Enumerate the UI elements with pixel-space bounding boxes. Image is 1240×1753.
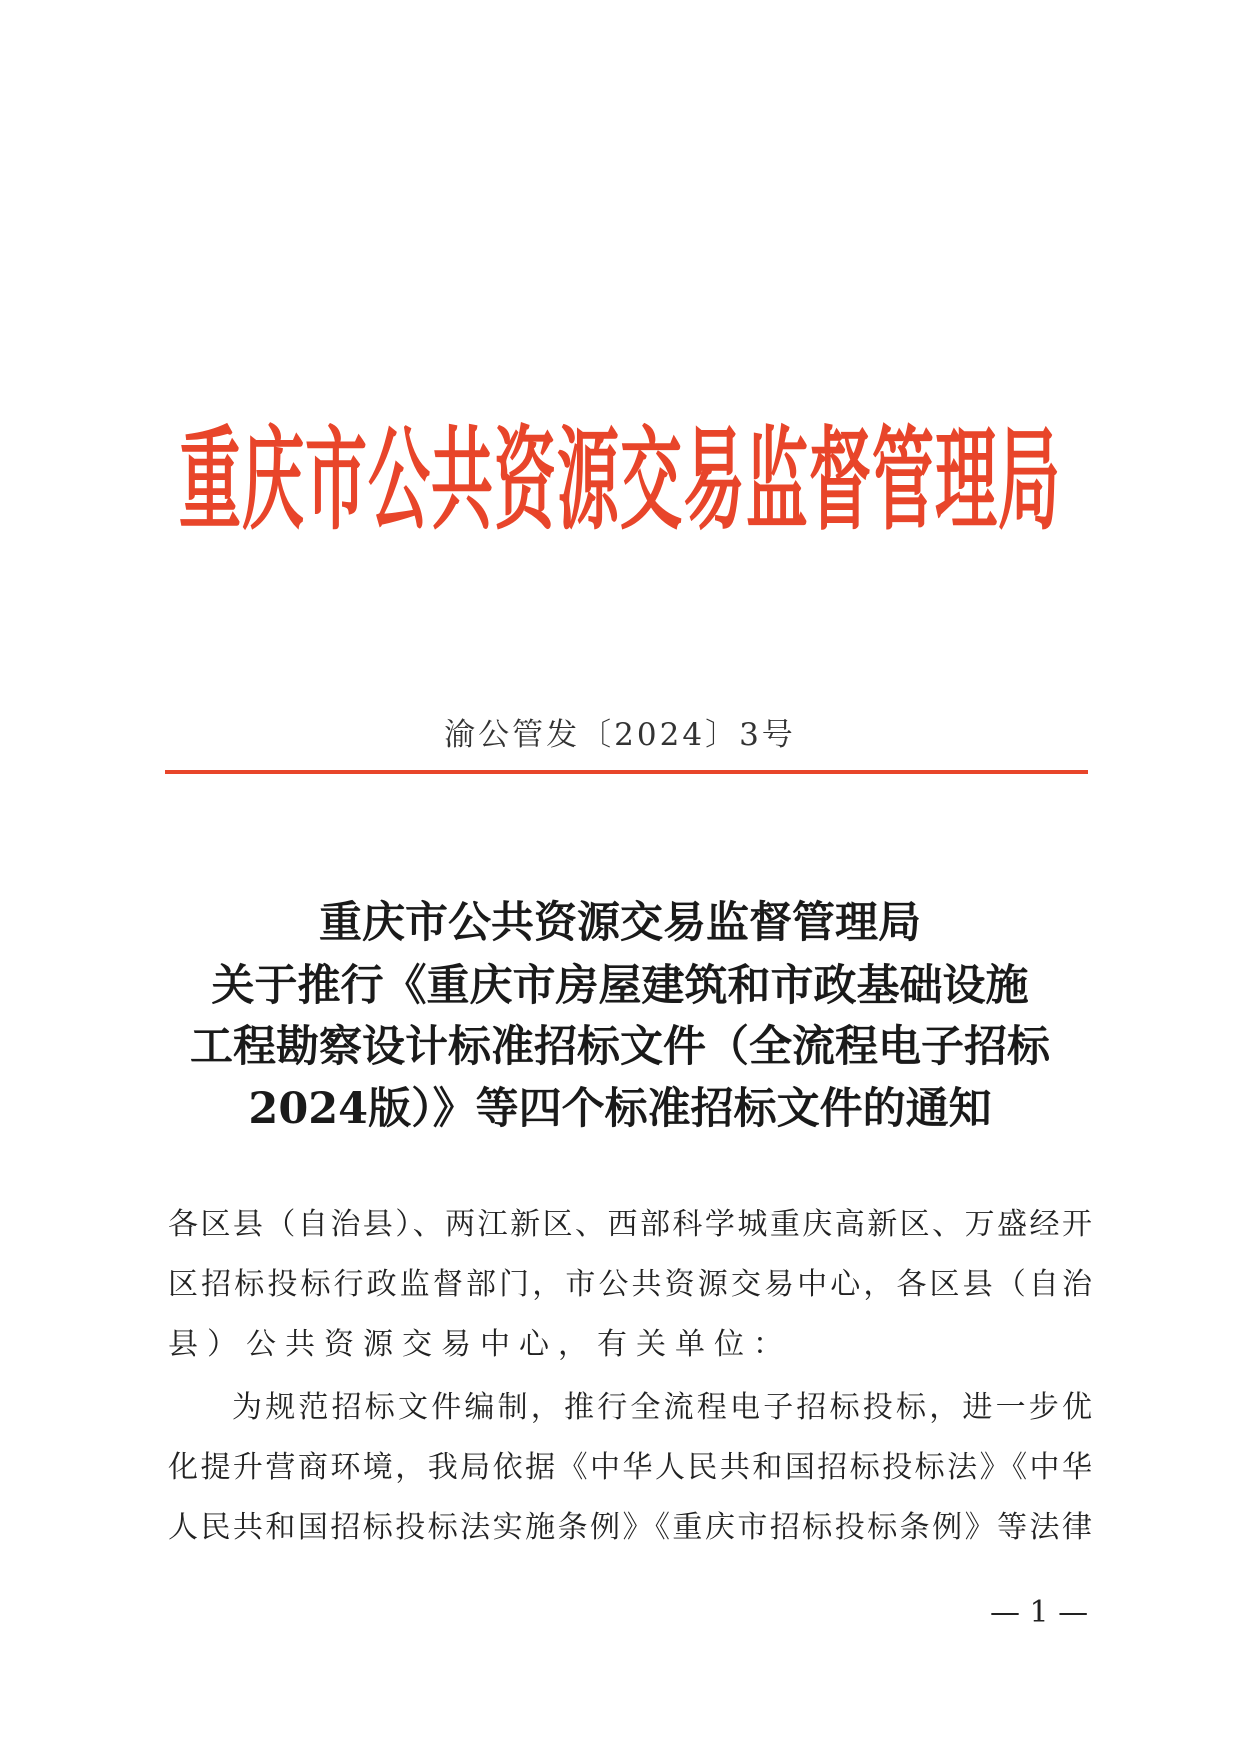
document-title-line-1: 重庆市公共资源交易监督管理局: [319, 898, 921, 948]
salutation-line-3: 县）公共资源交易中心，有关单位：: [168, 1327, 792, 1362]
issuing-authority-header: 重庆市公共资源交易监督管理局: [178, 414, 1061, 546]
page-number: — 1 —: [990, 1595, 1089, 1630]
salutation-line-2: 区招标投标行政监督部门，市公共资源交易中心，各区县（自治: [168, 1267, 1092, 1302]
document-number: 渝公管发〔2024〕3号: [444, 717, 796, 753]
paragraph-line-1: 为规范招标文件编制，推行全流程电子招标投标，进一步优: [232, 1390, 1092, 1425]
red-divider-line: [165, 770, 1088, 774]
salutation-line-1: 各区县（自治县）、两江新区、西部科学城重庆高新区、万盛经开: [168, 1207, 1092, 1242]
paragraph-line-3: 人民共和国招标投标法实施条例》《重庆市招标投标条例》等法律: [168, 1510, 1092, 1545]
document-title-line-3: 工程勘察设计标准招标文件（全流程电子招标: [190, 1022, 1050, 1072]
document-title-line-4: 2024版）》等四个标准招标文件的通知: [248, 1084, 992, 1134]
paragraph-line-2: 化提升营商环境，我局依据《中华人民共和国招标投标法》《中华: [168, 1450, 1092, 1485]
document-title-line-2: 关于推行《重庆市房屋建筑和市政基础设施: [211, 961, 1029, 1011]
